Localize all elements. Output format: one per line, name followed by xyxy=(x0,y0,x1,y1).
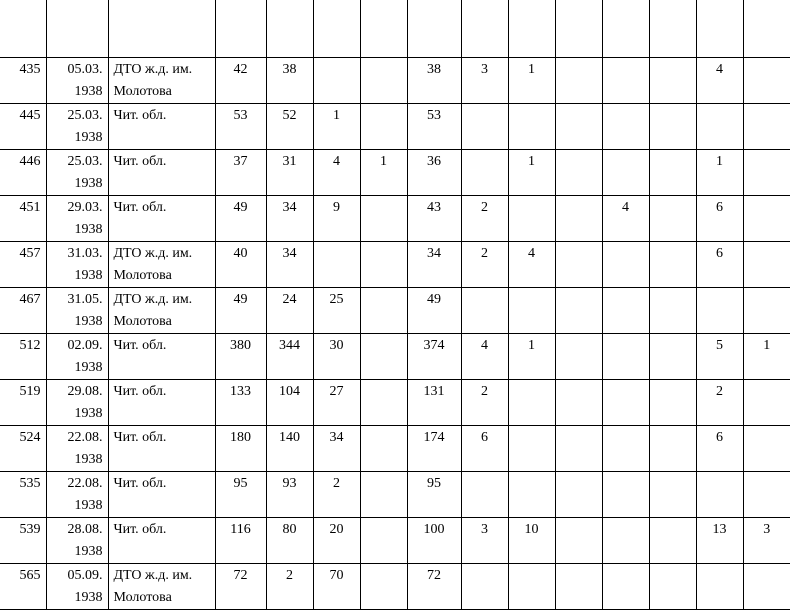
organization-cell: ДТО ж.д. им. Молотова xyxy=(108,58,215,104)
col-3-cell: 4 xyxy=(313,150,360,196)
header-cell xyxy=(215,0,266,58)
date-cell: 31.05. 1938 xyxy=(46,288,108,334)
col-2-cell: 52 xyxy=(266,104,313,150)
organization-cell: Чит. обл. xyxy=(108,334,215,380)
header-cell xyxy=(108,0,215,58)
col-6-cell: 4 xyxy=(461,334,508,380)
organization-cell: ДТО ж.д. им. Молотова xyxy=(108,564,215,610)
total-cell: 116 xyxy=(215,518,266,564)
organization-cell: Чит. обл. xyxy=(108,380,215,426)
col-5-cell: 53 xyxy=(407,104,461,150)
col-5-cell: 43 xyxy=(407,196,461,242)
col-8-cell xyxy=(555,472,602,518)
table-row xyxy=(0,472,790,518)
case-number-cell: 539 xyxy=(0,518,46,564)
col-11-cell: 6 xyxy=(696,242,743,288)
case-number-cell: 512 xyxy=(0,334,46,380)
organization-cell: ДТО ж.д. им. Молотова xyxy=(108,288,215,334)
col-10-cell xyxy=(649,380,696,426)
total-cell: 42 xyxy=(215,58,266,104)
case-number-cell: 535 xyxy=(0,472,46,518)
col-10-cell xyxy=(649,288,696,334)
organization-cell: Чит. обл. xyxy=(108,150,215,196)
header-cell xyxy=(407,0,461,58)
col-10-cell xyxy=(649,150,696,196)
col-4-cell xyxy=(360,58,407,104)
col-8-cell xyxy=(555,150,602,196)
col-9-cell xyxy=(602,150,649,196)
col-8-cell xyxy=(555,196,602,242)
col-11-cell: 5 xyxy=(696,334,743,380)
col-10-cell xyxy=(649,58,696,104)
col-6-cell: 2 xyxy=(461,242,508,288)
date-cell: 25.03. 1938 xyxy=(46,104,108,150)
col-8-cell xyxy=(555,58,602,104)
header-cell xyxy=(743,0,790,58)
header-cell xyxy=(461,0,508,58)
col-3-cell: 9 xyxy=(313,196,360,242)
case-number-cell: 435 xyxy=(0,58,46,104)
col-8-cell xyxy=(555,334,602,380)
header-cell xyxy=(266,0,313,58)
header-cell xyxy=(649,0,696,58)
table-row xyxy=(0,426,790,472)
col-9-cell xyxy=(602,518,649,564)
col-2-cell: 93 xyxy=(266,472,313,518)
case-number-cell: 457 xyxy=(0,242,46,288)
case-number-cell: 519 xyxy=(0,380,46,426)
col-4-cell xyxy=(360,104,407,150)
col-12-cell: 3 xyxy=(743,518,790,564)
col-9-cell: 4 xyxy=(602,196,649,242)
col-10-cell xyxy=(649,104,696,150)
col-10-cell xyxy=(649,564,696,610)
case-number-cell: 524 xyxy=(0,426,46,472)
case-number-cell: 445 xyxy=(0,104,46,150)
col-12-cell xyxy=(743,242,790,288)
col-8-cell xyxy=(555,288,602,334)
date-cell: 25.03. 1938 xyxy=(46,150,108,196)
col-4-cell: 1 xyxy=(360,150,407,196)
header-cell xyxy=(696,0,743,58)
col-2-cell: 80 xyxy=(266,518,313,564)
col-4-cell xyxy=(360,564,407,610)
col-2-cell: 24 xyxy=(266,288,313,334)
col-11-cell: 13 xyxy=(696,518,743,564)
col-9-cell xyxy=(602,58,649,104)
table-row xyxy=(0,104,790,150)
col-3-cell xyxy=(313,242,360,288)
col-4-cell xyxy=(360,196,407,242)
header-cell xyxy=(313,0,360,58)
table-row xyxy=(0,380,790,426)
col-11-cell: 6 xyxy=(696,426,743,472)
col-6-cell xyxy=(461,104,508,150)
col-6-cell: 6 xyxy=(461,426,508,472)
col-7-cell: 1 xyxy=(508,334,555,380)
case-number-cell: 451 xyxy=(0,196,46,242)
col-2-cell: 34 xyxy=(266,242,313,288)
table-row xyxy=(0,58,790,104)
col-8-cell xyxy=(555,564,602,610)
col-6-cell xyxy=(461,288,508,334)
col-11-cell xyxy=(696,564,743,610)
table-header-stub xyxy=(0,0,790,58)
col-6-cell: 3 xyxy=(461,58,508,104)
col-4-cell xyxy=(360,380,407,426)
col-3-cell: 27 xyxy=(313,380,360,426)
col-11-cell: 2 xyxy=(696,380,743,426)
date-cell: 22.08. 1938 xyxy=(46,472,108,518)
date-cell: 05.03. 1938 xyxy=(46,58,108,104)
col-7-cell xyxy=(508,288,555,334)
total-cell: 95 xyxy=(215,472,266,518)
col-10-cell xyxy=(649,334,696,380)
total-cell: 49 xyxy=(215,196,266,242)
col-5-cell: 49 xyxy=(407,288,461,334)
col-9-cell xyxy=(602,564,649,610)
col-8-cell xyxy=(555,426,602,472)
date-cell: 02.09. 1938 xyxy=(46,334,108,380)
col-6-cell: 2 xyxy=(461,196,508,242)
col-2-cell: 344 xyxy=(266,334,313,380)
col-7-cell xyxy=(508,380,555,426)
col-2-cell: 31 xyxy=(266,150,313,196)
col-7-cell xyxy=(508,104,555,150)
date-cell: 22.08. 1938 xyxy=(46,426,108,472)
col-3-cell: 70 xyxy=(313,564,360,610)
col-11-cell: 1 xyxy=(696,150,743,196)
col-11-cell: 4 xyxy=(696,58,743,104)
col-9-cell xyxy=(602,242,649,288)
date-cell: 29.08. 1938 xyxy=(46,380,108,426)
col-12-cell xyxy=(743,564,790,610)
col-3-cell: 2 xyxy=(313,472,360,518)
col-11-cell: 6 xyxy=(696,196,743,242)
col-7-cell: 4 xyxy=(508,242,555,288)
col-7-cell: 1 xyxy=(508,58,555,104)
date-cell: 05.09. 1938 xyxy=(46,564,108,610)
table-row xyxy=(0,564,790,610)
table-row xyxy=(0,242,790,288)
col-4-cell xyxy=(360,242,407,288)
col-3-cell: 20 xyxy=(313,518,360,564)
col-9-cell xyxy=(602,334,649,380)
col-6-cell: 2 xyxy=(461,380,508,426)
col-5-cell: 100 xyxy=(407,518,461,564)
col-8-cell xyxy=(555,242,602,288)
col-12-cell xyxy=(743,150,790,196)
col-12-cell xyxy=(743,104,790,150)
col-6-cell: 3 xyxy=(461,518,508,564)
col-6-cell xyxy=(461,472,508,518)
col-6-cell xyxy=(461,564,508,610)
col-7-cell xyxy=(508,196,555,242)
date-cell: 29.03. 1938 xyxy=(46,196,108,242)
col-4-cell xyxy=(360,426,407,472)
col-7-cell xyxy=(508,564,555,610)
col-11-cell xyxy=(696,288,743,334)
col-5-cell: 95 xyxy=(407,472,461,518)
col-11-cell xyxy=(696,472,743,518)
total-cell: 133 xyxy=(215,380,266,426)
col-5-cell: 34 xyxy=(407,242,461,288)
total-cell: 49 xyxy=(215,288,266,334)
organization-cell: Чит. обл. xyxy=(108,472,215,518)
col-8-cell xyxy=(555,104,602,150)
col-5-cell: 72 xyxy=(407,564,461,610)
table-row xyxy=(0,518,790,564)
col-2-cell: 2 xyxy=(266,564,313,610)
header-cell xyxy=(0,0,46,58)
total-cell: 40 xyxy=(215,242,266,288)
col-12-cell xyxy=(743,288,790,334)
col-3-cell: 25 xyxy=(313,288,360,334)
header-cell xyxy=(555,0,602,58)
col-2-cell: 104 xyxy=(266,380,313,426)
header-cell xyxy=(360,0,407,58)
col-2-cell: 38 xyxy=(266,58,313,104)
col-10-cell xyxy=(649,196,696,242)
organization-cell: Чит. обл. xyxy=(108,518,215,564)
col-5-cell: 174 xyxy=(407,426,461,472)
table-row xyxy=(0,334,790,380)
col-3-cell xyxy=(313,58,360,104)
total-cell: 53 xyxy=(215,104,266,150)
col-3-cell: 1 xyxy=(313,104,360,150)
total-cell: 72 xyxy=(215,564,266,610)
date-cell: 31.03. 1938 xyxy=(46,242,108,288)
table-row xyxy=(0,150,790,196)
col-7-cell xyxy=(508,472,555,518)
header-cell xyxy=(46,0,108,58)
col-3-cell: 30 xyxy=(313,334,360,380)
table-row xyxy=(0,288,790,334)
col-7-cell: 10 xyxy=(508,518,555,564)
col-9-cell xyxy=(602,104,649,150)
col-12-cell xyxy=(743,426,790,472)
col-2-cell: 140 xyxy=(266,426,313,472)
case-number-cell: 446 xyxy=(0,150,46,196)
col-4-cell xyxy=(360,334,407,380)
col-6-cell xyxy=(461,150,508,196)
col-5-cell: 374 xyxy=(407,334,461,380)
col-4-cell xyxy=(360,518,407,564)
col-10-cell xyxy=(649,242,696,288)
col-9-cell xyxy=(602,380,649,426)
col-4-cell xyxy=(360,472,407,518)
col-5-cell: 38 xyxy=(407,58,461,104)
col-12-cell xyxy=(743,196,790,242)
col-2-cell: 34 xyxy=(266,196,313,242)
total-cell: 180 xyxy=(215,426,266,472)
col-10-cell xyxy=(649,472,696,518)
total-cell: 380 xyxy=(215,334,266,380)
total-cell: 37 xyxy=(215,150,266,196)
header-cell xyxy=(508,0,555,58)
case-number-cell: 565 xyxy=(0,564,46,610)
col-5-cell: 131 xyxy=(407,380,461,426)
col-12-cell: 1 xyxy=(743,334,790,380)
col-8-cell xyxy=(555,518,602,564)
col-9-cell xyxy=(602,472,649,518)
col-12-cell xyxy=(743,472,790,518)
organization-cell: Чит. обл. xyxy=(108,104,215,150)
col-5-cell: 36 xyxy=(407,150,461,196)
col-10-cell xyxy=(649,426,696,472)
organization-cell: Чит. обл. xyxy=(108,426,215,472)
col-7-cell: 1 xyxy=(508,150,555,196)
col-11-cell xyxy=(696,104,743,150)
col-9-cell xyxy=(602,426,649,472)
col-9-cell xyxy=(602,288,649,334)
col-12-cell xyxy=(743,58,790,104)
col-3-cell: 34 xyxy=(313,426,360,472)
date-cell: 28.08. 1938 xyxy=(46,518,108,564)
organization-cell: Чит. обл. xyxy=(108,196,215,242)
case-number-cell: 467 xyxy=(0,288,46,334)
header-cell xyxy=(602,0,649,58)
table-row xyxy=(0,196,790,242)
col-10-cell xyxy=(649,518,696,564)
col-7-cell xyxy=(508,426,555,472)
col-12-cell xyxy=(743,380,790,426)
organization-cell: ДТО ж.д. им. Молотова xyxy=(108,242,215,288)
col-4-cell xyxy=(360,288,407,334)
col-8-cell xyxy=(555,380,602,426)
